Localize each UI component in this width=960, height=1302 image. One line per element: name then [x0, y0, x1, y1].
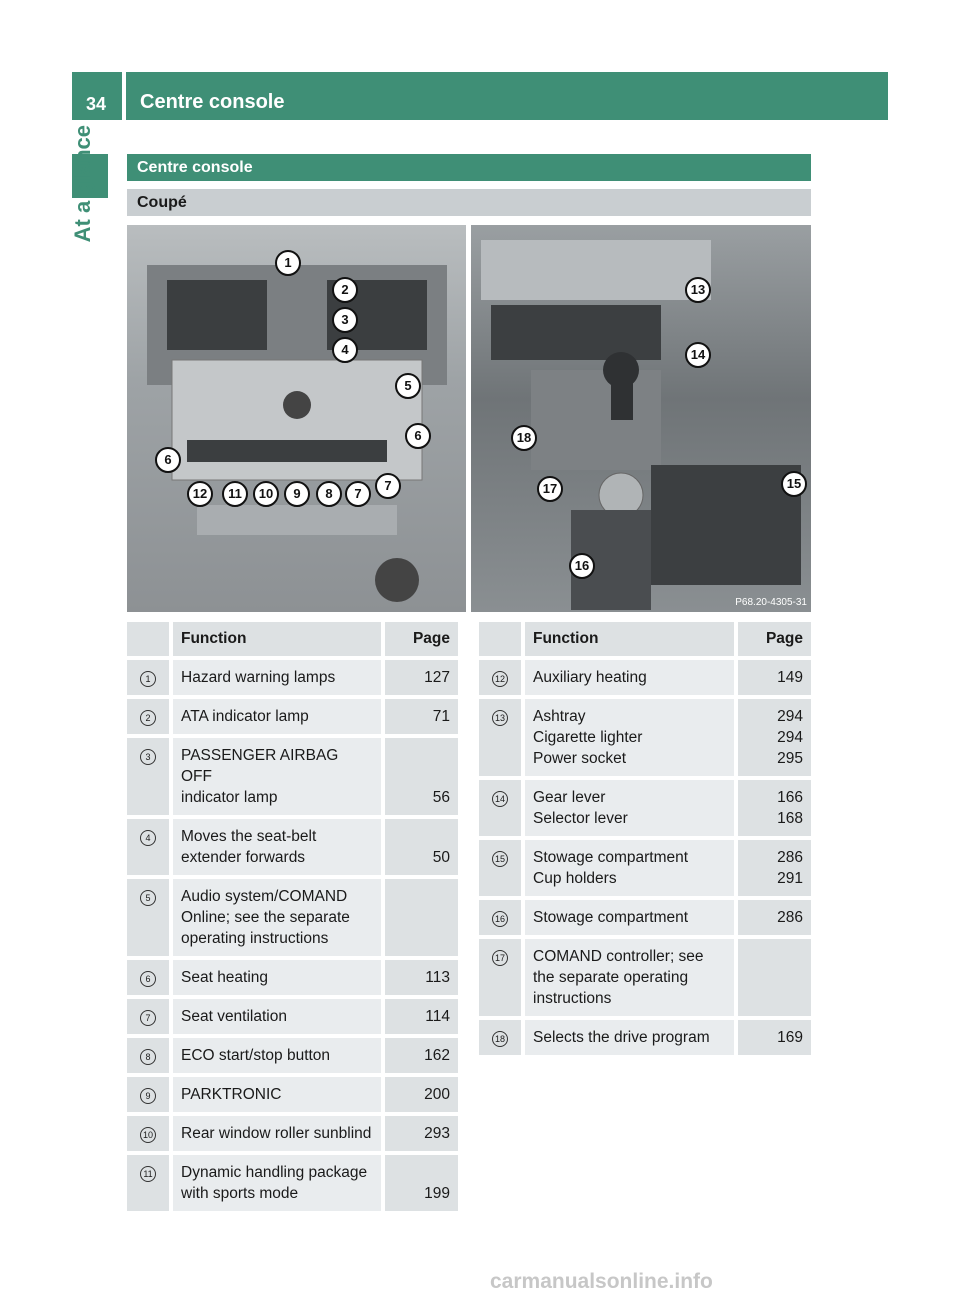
table-body-right — [479, 658, 811, 1057]
callout-marker: 8 — [140, 1049, 156, 1065]
page-ref: 113 — [425, 969, 450, 986]
callout-front-7: 7 — [375, 473, 401, 499]
table-row — [127, 1153, 458, 1213]
row-number — [127, 1036, 171, 1075]
function-text: indicator lamp — [181, 789, 278, 806]
callout-marker: 2 — [140, 710, 156, 726]
function-table-right — [479, 622, 811, 1059]
row-function — [171, 817, 383, 877]
page-ref — [746, 946, 803, 967]
callout-marker: 10 — [140, 1127, 156, 1143]
row-page — [383, 958, 458, 997]
function-text: Audio system/COMAND — [181, 888, 348, 905]
callout-marker: 7 — [140, 1010, 156, 1026]
row-number — [479, 937, 523, 1018]
page-ref — [393, 766, 450, 787]
row-page — [383, 997, 458, 1036]
row-number — [127, 697, 171, 736]
row-page — [736, 658, 811, 697]
function-text: the separate operating — [533, 969, 689, 986]
row-number — [479, 778, 523, 838]
callout-marker: 9 — [140, 1088, 156, 1104]
row-number — [127, 1075, 171, 1114]
callout-front-10: 10 — [253, 481, 279, 507]
table-row — [479, 778, 811, 838]
row-function — [523, 838, 736, 898]
row-page — [383, 817, 458, 877]
callout-rear-16: 16 — [569, 553, 595, 579]
table-row — [127, 736, 458, 817]
function-text: instructions — [533, 990, 612, 1007]
table-row — [127, 817, 458, 877]
page-ref: 286 — [777, 909, 803, 926]
callout-marker: 11 — [140, 1166, 156, 1182]
centre-console-photo-front — [127, 225, 466, 612]
table-row — [127, 1114, 458, 1153]
page-ref — [393, 1162, 450, 1183]
page-ref — [746, 967, 803, 988]
row-function — [171, 658, 383, 697]
row-number — [127, 997, 171, 1036]
table-row — [479, 838, 811, 898]
section-title: Centre console — [127, 154, 811, 181]
callout-front-6: 6 — [155, 447, 181, 473]
row-page — [736, 697, 811, 778]
row-function — [523, 1018, 736, 1057]
callout-marker: 3 — [140, 749, 156, 765]
callout-marker: 16 — [492, 911, 508, 927]
table-header-function: Function — [171, 622, 383, 658]
callout-rear-14: 14 — [685, 342, 711, 368]
row-function — [523, 778, 736, 838]
function-text: Dynamic handling package — [181, 1164, 368, 1181]
row-number — [127, 1153, 171, 1213]
row-function — [171, 958, 383, 997]
page-ref: 114 — [425, 1008, 450, 1025]
row-page — [383, 697, 458, 736]
page-ref — [393, 907, 450, 928]
function-text: with sports mode — [181, 1185, 299, 1202]
row-number — [127, 736, 171, 817]
function-text: Hazard warning lamps — [181, 669, 336, 686]
function-text: Seat ventilation — [181, 1008, 287, 1025]
table-header-page: Page — [383, 622, 458, 658]
row-function — [171, 1036, 383, 1075]
row-number — [479, 697, 523, 778]
function-text: Rear window roller sunblind — [181, 1125, 372, 1142]
callout-marker: 14 — [492, 791, 508, 807]
page-ref: 295 — [777, 750, 803, 767]
callout-front-9: 9 — [284, 481, 310, 507]
function-text: ECO start/stop button — [181, 1047, 331, 1064]
function-text: Online; see the separate — [181, 909, 350, 926]
row-page — [383, 736, 458, 817]
page-ref: 127 — [424, 669, 450, 686]
table-row — [127, 658, 458, 697]
table-header-page: Page — [736, 622, 811, 658]
callout-front-4: 4 — [332, 337, 358, 363]
function-text: extender forwards — [181, 849, 306, 866]
page-ref — [393, 928, 450, 949]
function-text: PARKTRONIC — [181, 1086, 282, 1103]
row-number — [127, 1114, 171, 1153]
function-text: PASSENGER AIRBAG OFF — [181, 747, 339, 785]
row-page — [736, 898, 811, 937]
row-function — [171, 736, 383, 817]
row-number — [479, 898, 523, 937]
function-table-left — [127, 622, 458, 1215]
table-row — [127, 958, 458, 997]
image-reference-code: P68.20-4305-31 — [735, 597, 807, 608]
page-ref — [393, 826, 450, 847]
function-text: Moves the seat-belt — [181, 828, 317, 845]
table-row — [127, 1075, 458, 1114]
callout-rear-13: 13 — [685, 277, 711, 303]
function-text: Stowage compartment — [533, 909, 689, 926]
page-ref — [393, 886, 450, 907]
row-page — [736, 1018, 811, 1057]
row-number — [127, 877, 171, 958]
callout-front-1: 1 — [275, 250, 301, 276]
row-number — [127, 658, 171, 697]
page-ref: 71 — [432, 708, 450, 725]
callout-marker: 1 — [140, 671, 156, 687]
callout-marker: 5 — [140, 890, 156, 906]
table-row — [127, 997, 458, 1036]
function-text: Cigarette lighter — [533, 729, 643, 746]
row-function — [171, 697, 383, 736]
row-number — [479, 658, 523, 697]
function-text: Seat heating — [181, 969, 269, 986]
page-ref: 294 — [777, 708, 803, 725]
callout-front-11: 11 — [222, 481, 248, 507]
page-number: 34 — [86, 94, 107, 114]
row-page — [383, 877, 458, 958]
table-body-left — [127, 658, 458, 1213]
callout-front-6: 6 — [405, 423, 431, 449]
row-number — [479, 838, 523, 898]
row-function — [171, 1114, 383, 1153]
row-page — [383, 1153, 458, 1213]
function-text: operating instructions — [181, 930, 329, 947]
page-ref — [746, 988, 803, 1009]
row-page — [383, 658, 458, 697]
row-page — [383, 1114, 458, 1153]
function-text: Stowage compartment — [533, 849, 689, 866]
table-row — [479, 658, 811, 697]
function-text: Selector lever — [533, 810, 628, 827]
function-text: Auxiliary heating — [533, 669, 647, 686]
centre-console-photo-rear — [471, 225, 811, 612]
table-row — [479, 898, 811, 937]
callout-front-8: 8 — [316, 481, 342, 507]
function-text: Power socket — [533, 750, 627, 767]
row-function — [523, 658, 736, 697]
row-page — [736, 778, 811, 838]
row-function — [523, 697, 736, 778]
function-text: Cup holders — [533, 870, 617, 887]
row-function — [171, 1153, 383, 1213]
callout-front-5: 5 — [395, 373, 421, 399]
table-row — [479, 1018, 811, 1057]
table-header-num — [479, 622, 523, 658]
function-text: Gear lever — [533, 789, 606, 806]
callout-front-2: 2 — [332, 277, 358, 303]
function-text: ATA indicator lamp — [181, 708, 309, 725]
function-text: Selects the drive program — [533, 1029, 710, 1046]
callout-marker: 17 — [492, 950, 508, 966]
page-ref: 166 — [777, 789, 803, 806]
page-ref: 200 — [424, 1086, 450, 1103]
page-ref: 162 — [424, 1047, 450, 1064]
page-ref: 149 — [777, 669, 803, 686]
page-ref: 199 — [424, 1185, 450, 1202]
callout-marker: 13 — [492, 710, 508, 726]
callout-marker: 18 — [492, 1031, 508, 1047]
callout-marker: 6 — [140, 971, 156, 987]
row-function — [171, 1075, 383, 1114]
row-number — [479, 1018, 523, 1057]
page-ref: 56 — [432, 789, 450, 806]
page-title: Centre console — [140, 91, 285, 113]
page-ref: 168 — [777, 810, 803, 827]
page-ref: 291 — [777, 870, 803, 887]
row-function — [523, 898, 736, 937]
table-row — [127, 1036, 458, 1075]
row-function — [523, 937, 736, 1018]
side-tab-label: At a glance — [70, 125, 95, 243]
watermark: carmanualsonline.info — [490, 1270, 713, 1293]
console-illustration-rear — [471, 225, 811, 612]
table-row — [479, 697, 811, 778]
table-row — [479, 937, 811, 1018]
callout-rear-15: 15 — [781, 471, 807, 497]
callout-rear-18: 18 — [511, 425, 537, 451]
callout-front-3: 3 — [332, 307, 358, 333]
callout-marker: 12 — [492, 671, 508, 687]
function-text: COMAND controller; see — [533, 948, 704, 965]
page-ref: 293 — [424, 1125, 450, 1142]
row-page — [383, 1036, 458, 1075]
page-ref: 169 — [777, 1029, 803, 1046]
row-page — [736, 937, 811, 1018]
row-page — [736, 838, 811, 898]
callout-marker: 15 — [492, 851, 508, 867]
console-illustration-front — [127, 225, 466, 612]
page-ref: 50 — [432, 849, 450, 866]
row-page — [383, 1075, 458, 1114]
table-row — [127, 877, 458, 958]
page-ref: 286 — [777, 849, 803, 866]
table-header-num — [127, 622, 171, 658]
callout-marker: 4 — [140, 830, 156, 846]
row-function — [171, 997, 383, 1036]
row-number — [127, 958, 171, 997]
row-function — [171, 877, 383, 958]
table-row — [127, 697, 458, 736]
callout-front-12: 12 — [187, 481, 213, 507]
page-ref: 294 — [777, 729, 803, 746]
row-number — [127, 817, 171, 877]
table-header-function: Function — [523, 622, 736, 658]
function-text: Ashtray — [533, 708, 586, 725]
callout-front-7: 7 — [345, 481, 371, 507]
section-subtitle: Coupé — [127, 189, 811, 216]
callout-rear-17: 17 — [537, 476, 563, 502]
